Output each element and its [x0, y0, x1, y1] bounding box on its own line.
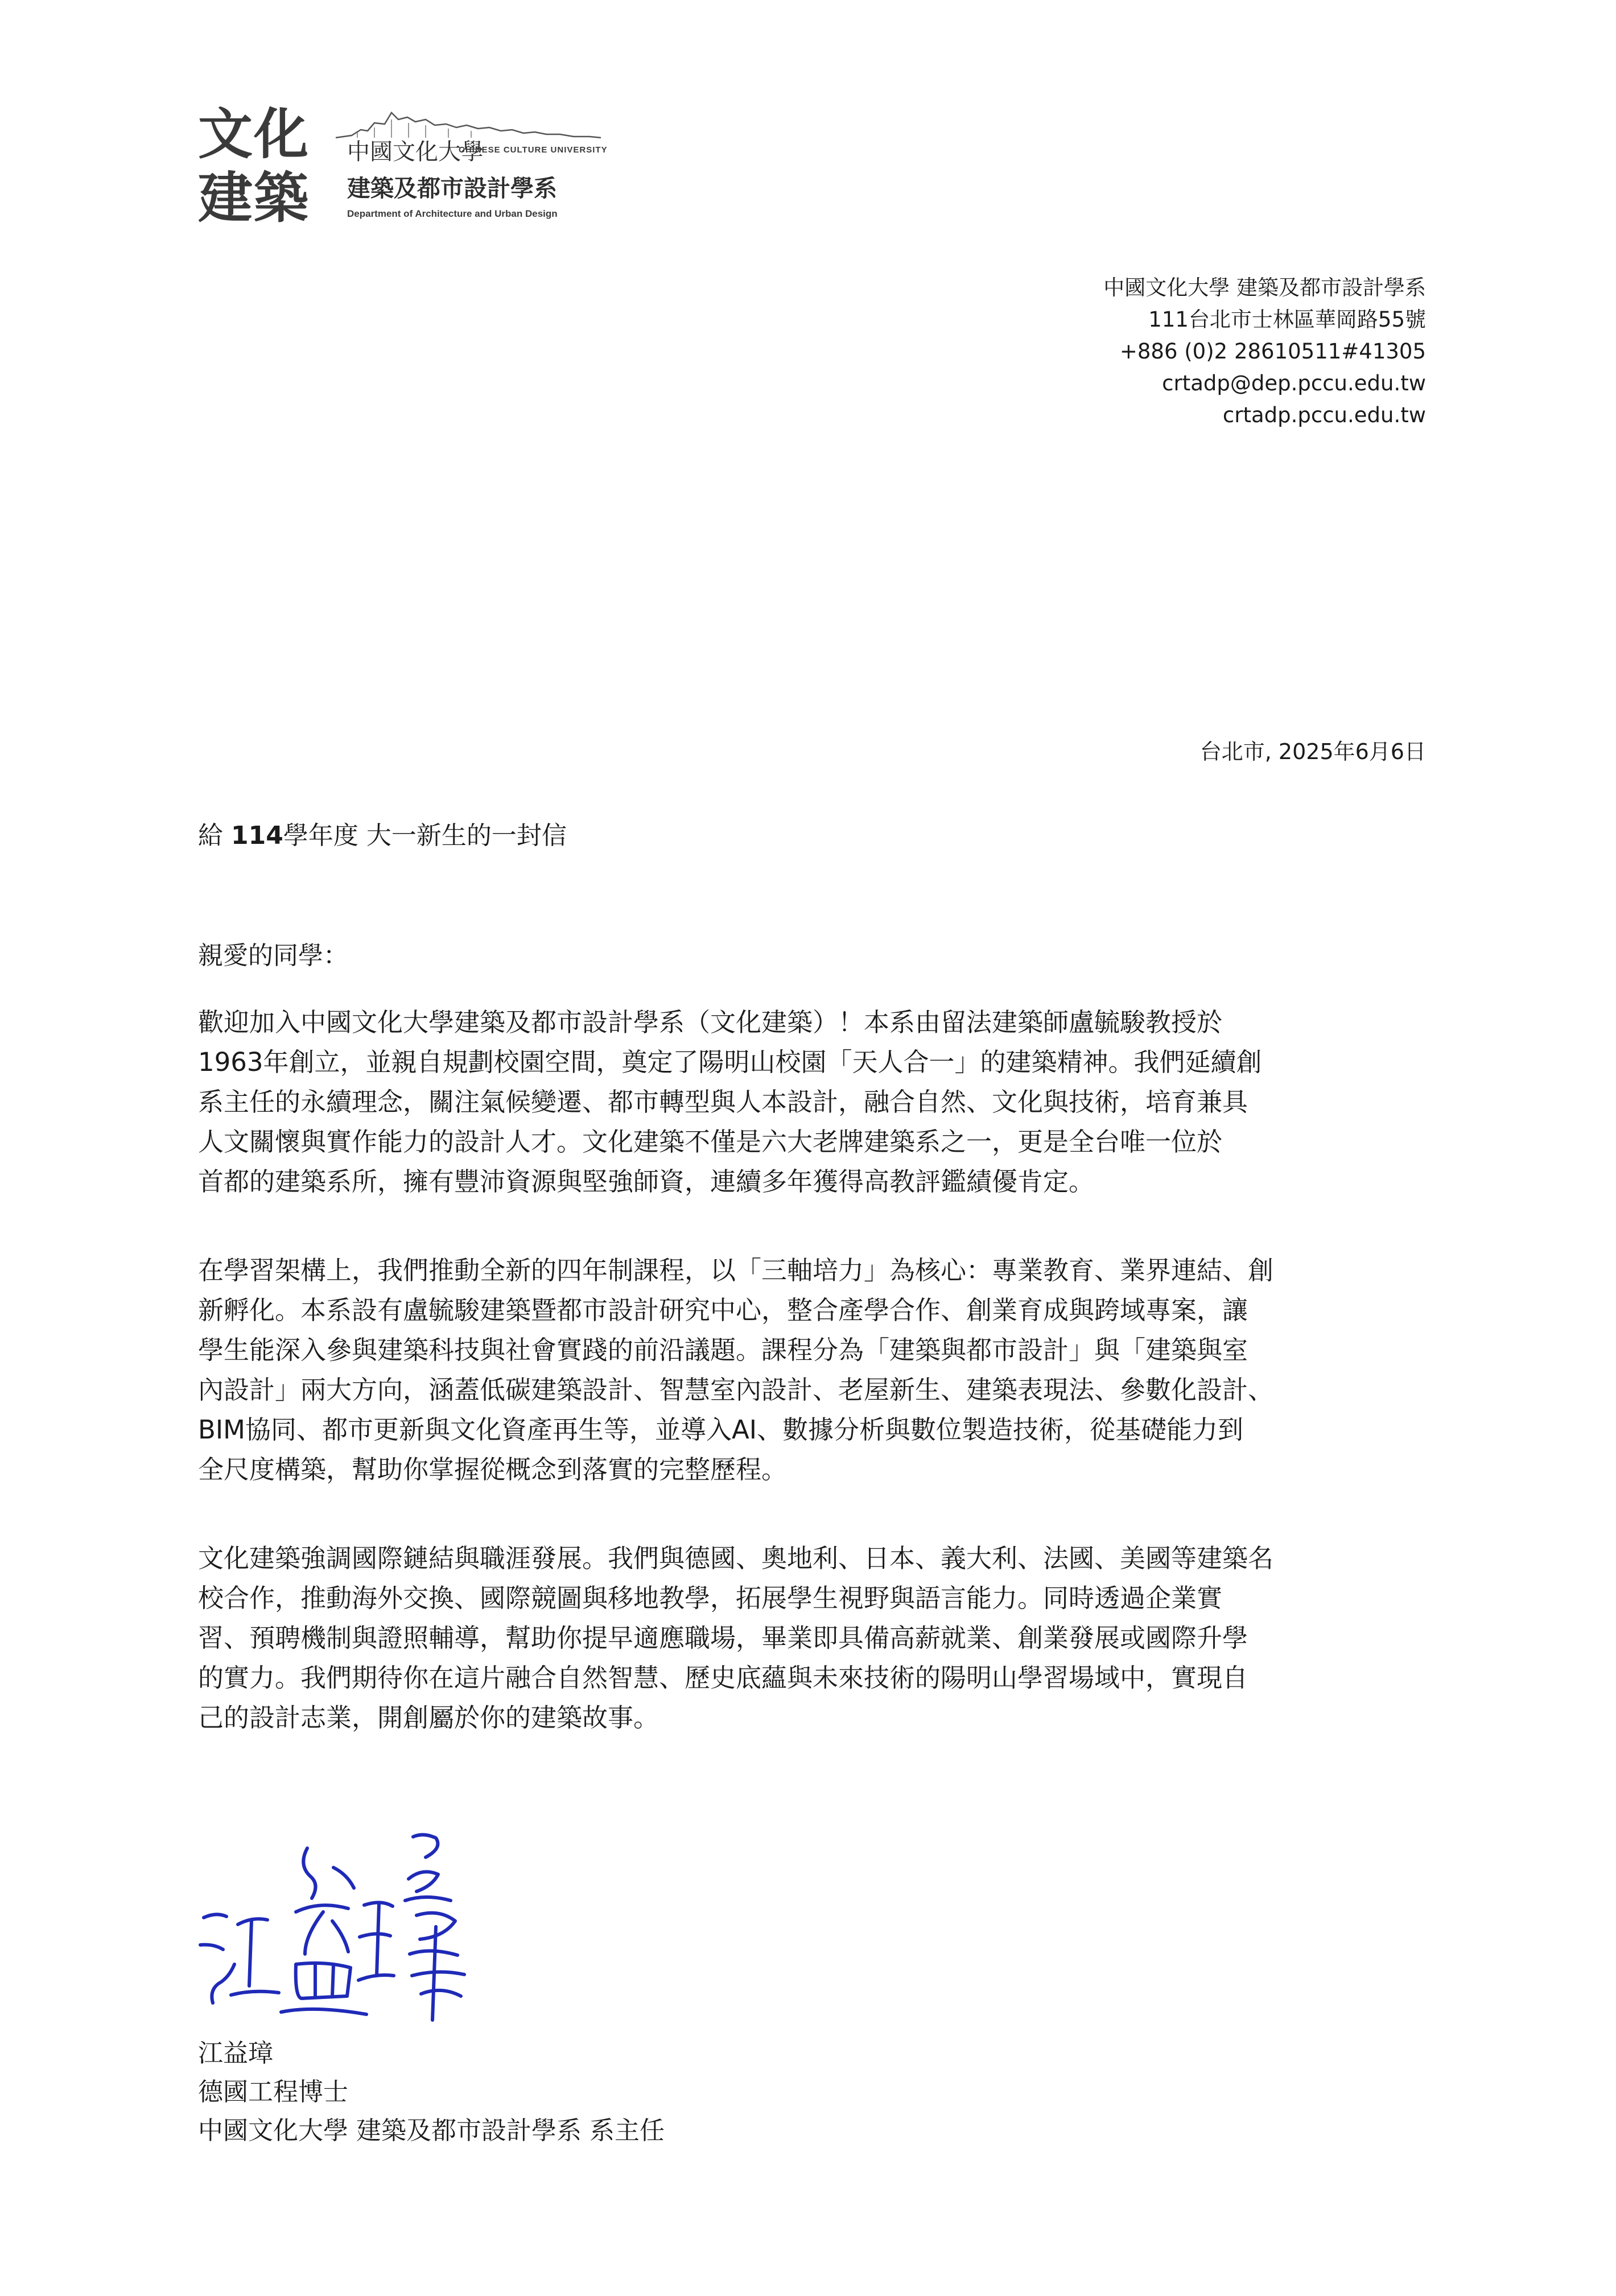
- paragraph-international: [198, 1539, 1273, 1738]
- salutation: 親愛的同學：: [198, 941, 348, 970]
- contact-website[interactable]: crtadp.pccu.edu.tw: [1222, 403, 1426, 427]
- paragraph-line: 系主任的永續理念，關注氣候變遷、都市轉型與人本設計，融合自然、文化與技術，培育兼具: [198, 1087, 1248, 1117]
- paragraph-line: BIM協同、都市更新與文化資產再生等，並導入AI、數據分析與數位製造技術，從基礎能力到: [198, 1415, 1244, 1445]
- subject-prefix: 給: [198, 821, 231, 850]
- paragraph-introduction: [198, 1003, 1262, 1202]
- signer-position: 中國文化大學 建築及都市設計學系 系主任: [198, 2116, 665, 2145]
- university-name-cn: 中國文化大學: [347, 139, 484, 165]
- paragraph-line: 內設計」兩大方向，涵蓋低碳建築設計、智慧室內設計、老屋新生、建築表現法、參數化設計、: [198, 1375, 1274, 1405]
- letter-subject: [198, 815, 567, 851]
- university-name-en: CHINESE CULTURE UNIVERSITY: [459, 145, 608, 155]
- paragraph-line: 人文關懷與實作能力的設計人才。文化建築不僅是六大老牌建築系之一，更是全台唯一位於: [198, 1127, 1223, 1157]
- contact-block: [1103, 272, 1426, 431]
- paragraph-curriculum: [198, 1251, 1273, 1490]
- paragraph-line: 新孵化。本系設有盧毓駿建築暨都市設計研究中心，整合產學合作、創業育成與跨域專案，讓: [198, 1295, 1248, 1325]
- signer-name: 江益璋: [198, 2039, 273, 2068]
- paragraph-line: 在學習架構上，我們推動全新的四年制課程，以「三軸培力」為核心：專業教育、業界連結、創: [198, 1255, 1274, 1285]
- department-name-en: Department of Architecture and Urban Design: [347, 208, 558, 219]
- paragraph-line: 己的設計志業，開創屬於你的建築故事。: [198, 1703, 659, 1733]
- subject-year: 114: [231, 821, 283, 850]
- paragraph-line: 學生能深入參與建築科技與社會實踐的前沿議題。課程分為「建築與都市設計」與「建築與室: [198, 1335, 1248, 1365]
- paragraph-line: 歡迎加入中國文化大學建築及都市設計學系（文化建築）！本系由留法建築師盧毓駿教授於: [198, 1007, 1223, 1037]
- handwritten-signature-icon: [193, 1815, 512, 2043]
- letter-date: 台北市, 2025年6月6日: [1199, 739, 1426, 764]
- contact-address: 111台北市士林區華岡路55號: [1148, 307, 1426, 332]
- paragraph-line: 1963年創立，並親自規劃校園空間，奠定了陽明山校園「天人合一」的建築精神。我們延續創: [198, 1047, 1262, 1077]
- contact-name: 中國文化大學 建築及都市設計學系: [1103, 275, 1426, 300]
- subject-suffix: 學年度 大一新生的一封信: [283, 821, 567, 850]
- signer-title: 德國工程博士: [198, 2077, 348, 2107]
- logo-line-1: 文化: [198, 102, 310, 166]
- department-name-cn: 建築及都市設計學系: [347, 175, 557, 202]
- contact-email[interactable]: crtadp@dep.pccu.edu.tw: [1162, 371, 1426, 395]
- logo-line-2: 建築: [198, 166, 310, 230]
- paragraph-line: 的實力。我們期待你在這片融合自然智慧、歷史底蘊與未來技術的陽明山學習場域中，實現自: [198, 1663, 1248, 1693]
- paragraph-line: 習、預聘機制與證照輔導，幫助你提早適應職場，畢業即具備高薪就業、創業發展或國際升學: [198, 1623, 1248, 1653]
- paragraph-line: 校合作，推動海外交換、國際競圖與移地教學，拓展學生視野與語言能力。同時透過企業實: [198, 1583, 1223, 1613]
- signer-block: [198, 2034, 665, 2150]
- paragraph-line: 文化建築強調國際鏈結與職涯發展。我們與德國、奧地利、日本、義大利、法國、美國等建築名: [198, 1543, 1274, 1573]
- paragraph-line: 首都的建築系所，擁有豐沛資源與堅強師資，連續多年獲得高教評鑑績優肯定。: [198, 1166, 1095, 1197]
- contact-phone: +886 (0)2 28610511#41305: [1119, 339, 1426, 364]
- logo-wordmark: [198, 102, 318, 230]
- paragraph-line: 全尺度構築，幫助你掌握從概念到落實的完整歷程。: [198, 1454, 788, 1485]
- letterhead-logo: [198, 102, 795, 239]
